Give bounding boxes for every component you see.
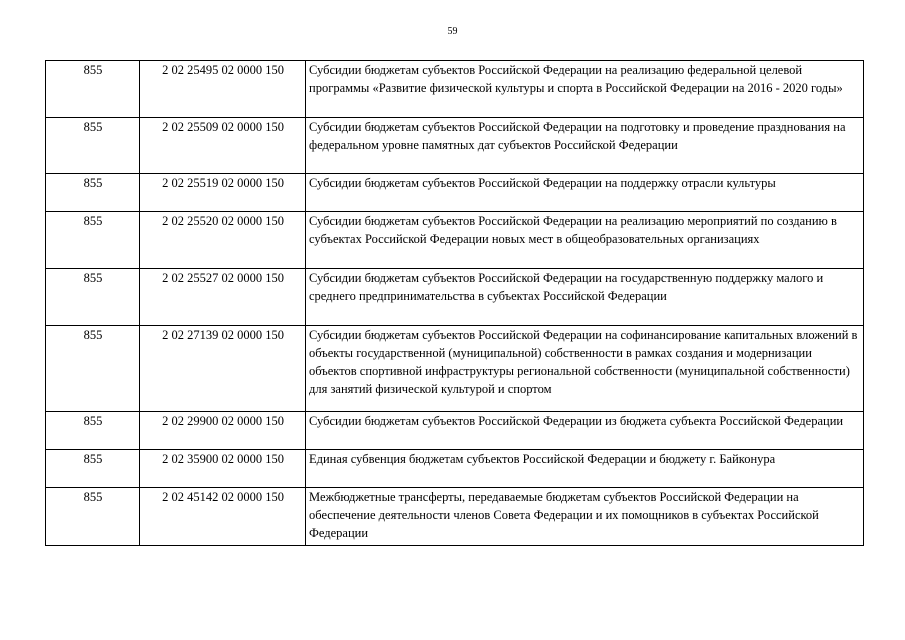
administrator-code-cell: 855 — [46, 269, 140, 326]
revenue-name-cell: Субсидии бюджетам субъектов Российской Федерации на государственную поддержку малого и среднего предпринимательства в субъектах Российской Федерации — [306, 269, 864, 326]
table-row — [46, 488, 864, 546]
table-row — [46, 412, 864, 450]
revenue-name-cell: Субсидии бюджетам субъектов Российской Федерации из бюджета субъекта Российской Федерации — [306, 412, 864, 450]
revenue-code-cell: 2 02 25527 02 0000 150 — [140, 269, 306, 326]
revenue-name-cell: Межбюджетные трансферты, передаваемые бюджетам субъектов Российской Федерации на обеспечение деятельности членов Совета Федерации и их помощников в субъектах Российской Федерации — [306, 488, 864, 546]
revenue-code-cell: 2 02 25509 02 0000 150 — [140, 118, 306, 174]
table-row — [46, 61, 864, 118]
administrator-code-cell: 855 — [46, 174, 140, 212]
revenue-code-cell: 2 02 45142 02 0000 150 — [140, 488, 306, 546]
table-row — [46, 269, 864, 326]
table-row — [46, 326, 864, 412]
revenue-code-cell: 2 02 27139 02 0000 150 — [140, 326, 306, 412]
revenue-code-cell: 2 02 25495 02 0000 150 — [140, 61, 306, 118]
administrator-code-cell: 855 — [46, 450, 140, 488]
revenue-code-cell: 2 02 25519 02 0000 150 — [140, 174, 306, 212]
table-row — [46, 118, 864, 174]
table-row — [46, 450, 864, 488]
revenue-code-cell: 2 02 25520 02 0000 150 — [140, 212, 306, 269]
administrator-code-cell: 855 — [46, 118, 140, 174]
table-row — [46, 174, 864, 212]
administrator-code-cell: 855 — [46, 212, 140, 269]
revenue-name-cell: Субсидии бюджетам субъектов Российской Федерации на реализацию мероприятий по созданию в субъектах Российской Федерации новых мест в общеобразовательных организациях — [306, 212, 864, 269]
revenue-code-cell: 2 02 35900 02 0000 150 — [140, 450, 306, 488]
revenue-name-cell: Субсидии бюджетам субъектов Российской Федерации на подготовку и проведение празднования на федеральном уровне памятных дат субъектов Российской Федерации — [306, 118, 864, 174]
revenue-code-cell: 2 02 29900 02 0000 150 — [140, 412, 306, 450]
page-number: 59 — [447, 26, 458, 37]
budget-classification-table — [45, 60, 864, 546]
administrator-code-cell: 855 — [46, 61, 140, 118]
revenue-name-cell: Субсидии бюджетам субъектов Российской Федерации на поддержку отрасли культуры — [306, 174, 864, 212]
administrator-code-cell: 855 — [46, 326, 140, 412]
table-row — [46, 212, 864, 269]
administrator-code-cell: 855 — [46, 488, 140, 546]
administrator-code-cell: 855 — [46, 412, 140, 450]
revenue-name-cell: Субсидии бюджетам субъектов Российской Федерации на реализацию федеральной целевой программы «Развитие физической культуры и спорта в Российской Федерации на 2016 - 2020 годы» — [306, 61, 864, 118]
revenue-name-cell: Единая субвенция бюджетам субъектов Российской Федерации и бюджету г. Байконура — [306, 450, 864, 488]
revenue-name-cell: Субсидии бюджетам субъектов Российской Федерации на софинансирование капитальных вложений в объекты государственной (муниципальной) собственности в рамках создания и модернизации объектов спортивной инфраструктуры региональной собственности (муниципальной собственности) для занятий физической культурой и спортом — [306, 326, 864, 412]
